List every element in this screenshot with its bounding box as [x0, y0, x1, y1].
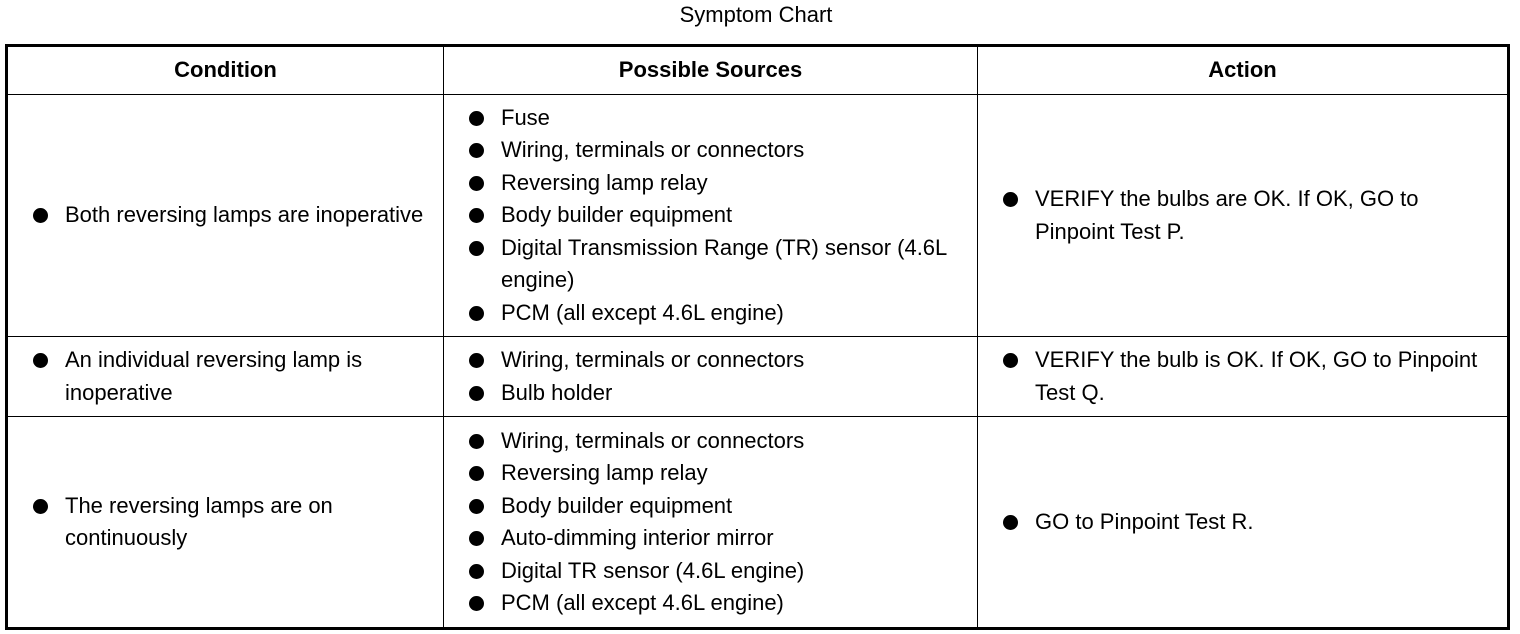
condition-item — [8, 344, 443, 409]
action-cell — [978, 417, 1509, 629]
source-text: PCM (all except 4.6L engine) — [501, 299, 784, 325]
condition-item — [8, 490, 443, 555]
action-text: VERIFY the bulbs are OK. If OK, GO to Pinpoint Test P. — [1035, 186, 1419, 244]
condition-text: The reversing lamps are on continuously — [65, 492, 333, 550]
list-item — [444, 232, 977, 297]
bullet-icon — [469, 306, 484, 321]
list-item — [444, 457, 977, 490]
list-item — [444, 167, 977, 200]
action-text: GO to Pinpoint Test R. — [1035, 508, 1254, 534]
bullet-icon — [1003, 192, 1018, 207]
bullet-icon — [1003, 353, 1018, 368]
list-item — [444, 425, 977, 458]
bullet-icon — [469, 564, 484, 579]
list-item — [444, 344, 977, 377]
bullet-icon — [469, 111, 484, 126]
action-cell — [978, 337, 1509, 417]
list-item — [444, 377, 977, 410]
list-item — [444, 134, 977, 167]
header-row — [7, 46, 1509, 95]
bullet-icon — [469, 176, 484, 191]
source-text: Reversing lamp relay — [501, 460, 708, 485]
bullet-icon — [469, 531, 484, 546]
action-text: VERIFY the bulb is OK. If OK, GO to Pinpoint Test Q. — [1035, 347, 1478, 405]
source-text: Auto-dimming interior mirror — [501, 525, 774, 550]
bullet-icon — [469, 208, 484, 223]
source-text: Wiring, terminals or connectors — [501, 347, 805, 372]
bullet-icon — [469, 434, 484, 449]
source-text: Fuse — [501, 104, 550, 130]
table-row — [7, 337, 1509, 417]
action-item — [978, 344, 1507, 409]
list-item — [444, 199, 977, 232]
source-text: Reversing lamp relay — [501, 169, 708, 195]
source-text: Wiring, terminals or connectors — [501, 427, 805, 453]
bullet-icon — [469, 143, 484, 158]
condition-text: An individual reversing lamp is inoperative — [65, 347, 363, 405]
bullet-icon — [469, 386, 484, 401]
table-row — [7, 95, 1509, 337]
bullet-icon — [469, 499, 484, 514]
column-header-condition: Condition — [7, 46, 444, 95]
source-text: Digital TR sensor (4.6L engine) — [501, 557, 805, 583]
page-title: Symptom Chart — [679, 2, 833, 27]
list-item — [444, 522, 977, 555]
bullet-icon — [33, 353, 48, 368]
condition-text: Both reversing lamps are inoperative — [65, 202, 424, 228]
list-item — [444, 297, 977, 330]
source-text: Digital Transmission Range (TR) sensor (4.6L engine) — [501, 234, 947, 293]
list-item — [444, 587, 977, 620]
list-item — [444, 102, 977, 135]
symptom-table — [5, 44, 1510, 630]
condition-cell — [7, 95, 444, 337]
sources-cell — [444, 337, 978, 417]
sources-cell — [444, 95, 978, 337]
table-row — [7, 417, 1509, 629]
bullet-icon — [469, 353, 484, 368]
source-text: Body builder equipment — [501, 202, 733, 228]
column-header-possible-sources: Possible Sources — [444, 46, 978, 95]
bullet-icon — [33, 208, 48, 223]
action-cell — [978, 95, 1509, 337]
sources-cell — [444, 417, 978, 629]
condition-cell — [7, 417, 444, 629]
list-item — [444, 490, 977, 523]
bullet-icon — [1003, 515, 1018, 530]
bullet-icon — [469, 466, 484, 481]
source-text: PCM (all except 4.6L engine) — [501, 590, 784, 615]
source-text: Bulb holder — [501, 379, 613, 405]
source-text: Body builder equipment — [501, 492, 733, 518]
bullet-icon — [469, 596, 484, 611]
bullet-icon — [33, 499, 48, 514]
column-header-action: Action — [978, 46, 1509, 95]
action-item — [978, 183, 1507, 248]
condition-cell — [7, 337, 444, 417]
condition-item — [8, 199, 443, 232]
list-item — [444, 555, 977, 588]
bullet-icon — [469, 241, 484, 256]
action-item — [978, 506, 1507, 539]
source-text: Wiring, terminals or connectors — [501, 137, 805, 163]
